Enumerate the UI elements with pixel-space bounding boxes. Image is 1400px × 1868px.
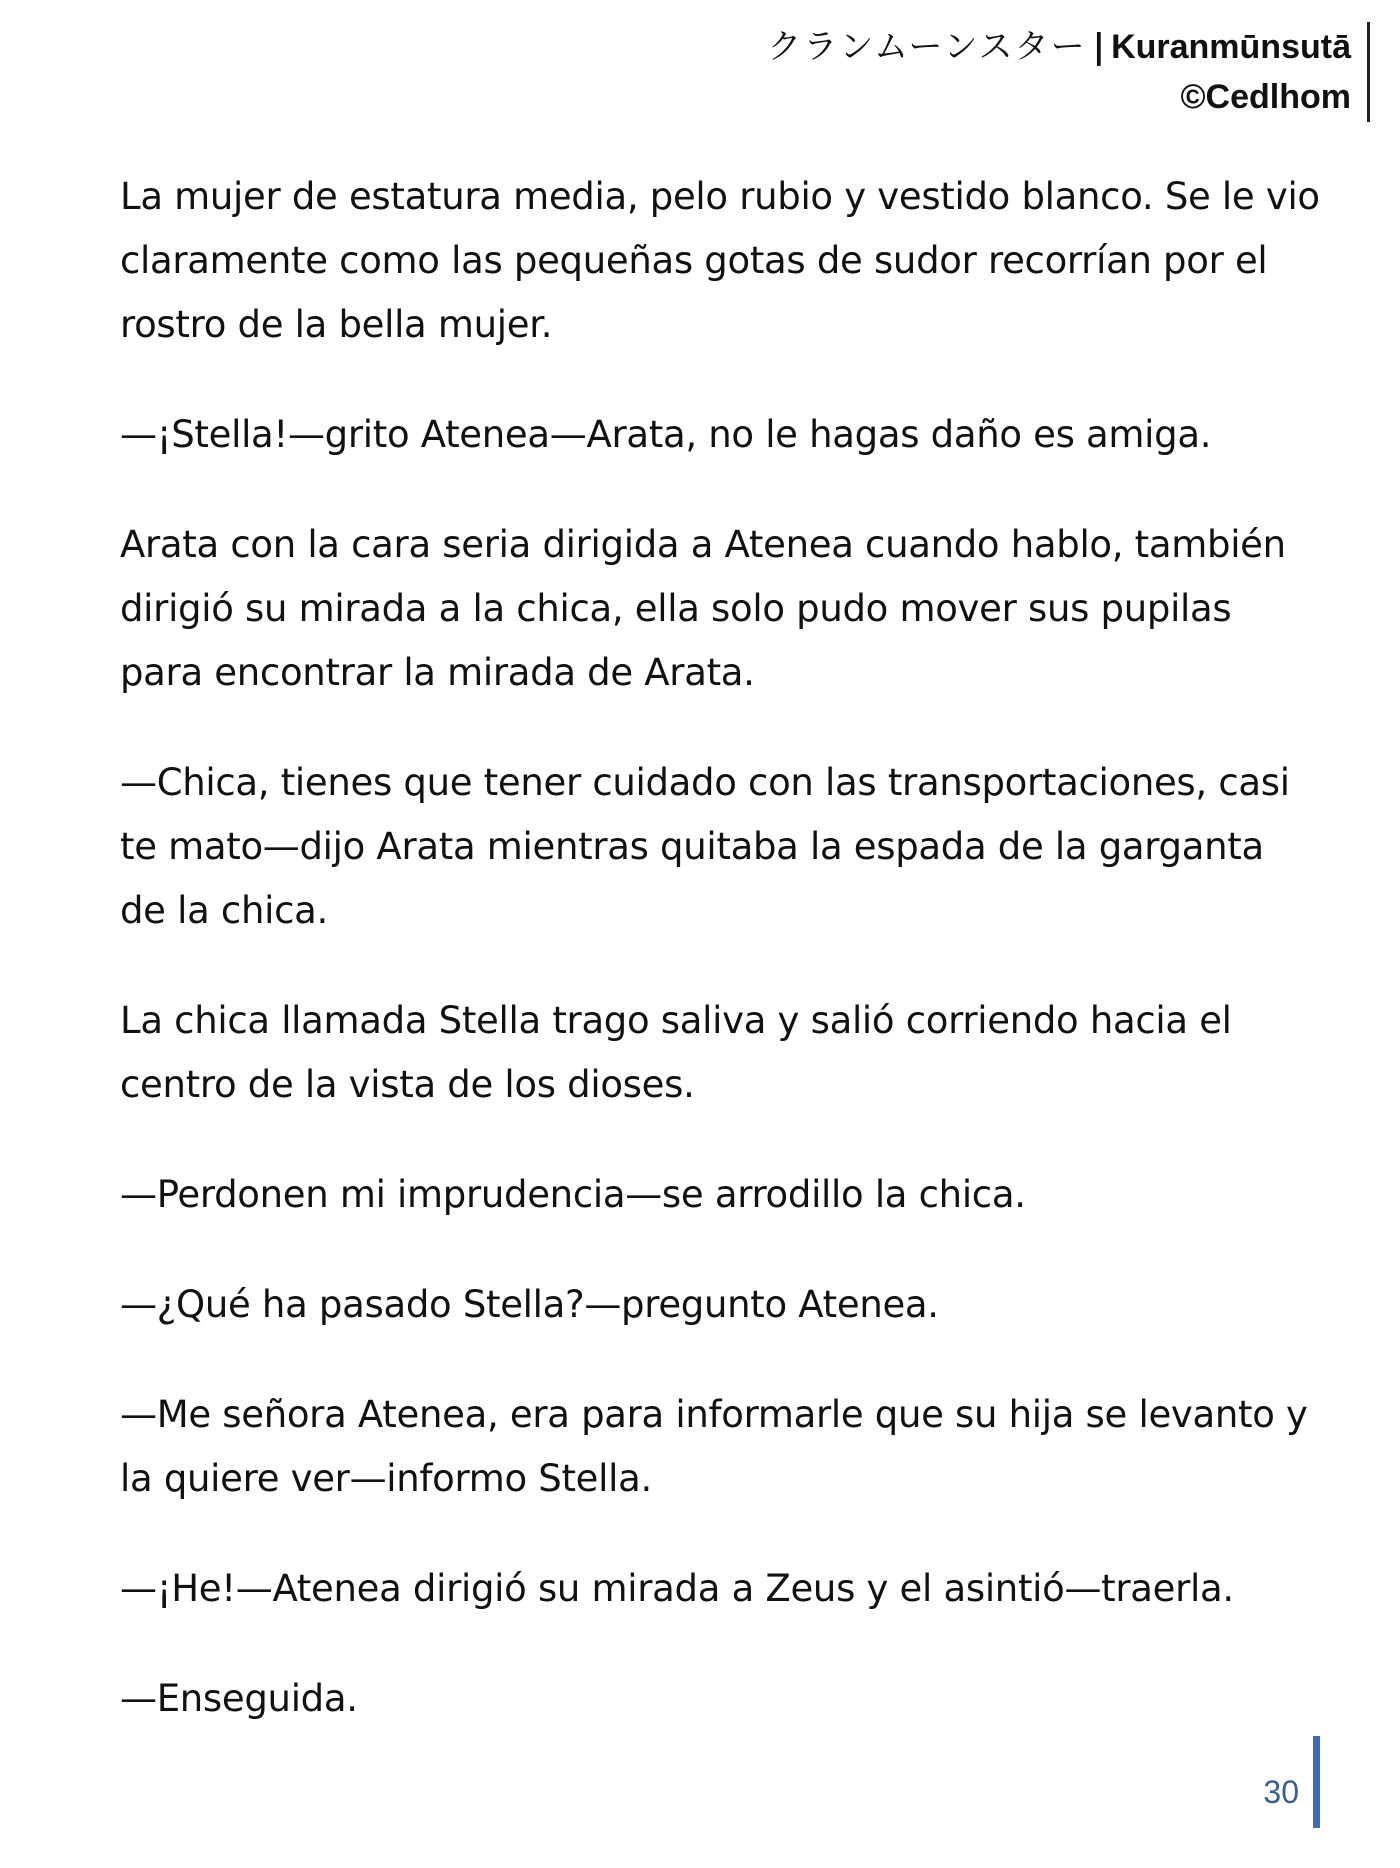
header-separator: | [1092,27,1106,67]
paragraph: —Perdonen mi imprudencia—se arrodillo la chica. [120,1173,1026,1216]
header-title-romanized: Kuranmūnsutā [1111,28,1351,66]
page-number: 30 [1263,1774,1299,1810]
paragraph: —¡He!—Atenea dirigió su mirada a Zeus y el asintió—traerla. [120,1567,1234,1610]
page-header [767,22,1370,122]
paragraph: —Me señora Atenea, era para informarle que su hija se levanto y la quiere ver—informo Stella. [120,1393,1308,1500]
paragraph: —Chica, tienes que tener cuidado con las transportaciones, casi te mato—dijo Arata mientras quitaba la espada de la garganta de la chica. [120,761,1290,932]
header-vertical-rule [1367,22,1370,122]
paragraph: —Enseguida. [120,1677,358,1720]
paragraph: La mujer de estatura media, pelo rubio y vestido blanco. Se le vio claramente como las pequeñas gotas de sudor recorrían por el rostro de la bella mujer. [120,175,1320,346]
footer-accent-bar [1313,1736,1320,1828]
paragraph: La chica llamada Stella trago saliva y salió corriendo hacia el centro de la vista de los dioses. [120,999,1232,1106]
header-copyright: ©Cedlhom [1180,78,1351,116]
page-footer [1263,1736,1320,1828]
paragraph: —¿Qué ha pasado Stella?—pregunto Atenea. [120,1283,939,1326]
header-text [767,22,1367,122]
page-body [120,165,1320,1777]
paragraph: Arata con la cara seria dirigida a Atenea cuando hablo, también dirigió su mirada a la chica, ella solo pudo mover sus pupilas para encontrar la mirada de Arata. [120,523,1286,694]
header-title-japanese: クランムーンスター [767,27,1087,67]
header-title-line [767,22,1351,72]
paragraph: —¡Stella!—grito Atenea—Arata, no le hagas daño es amiga. [120,413,1212,456]
